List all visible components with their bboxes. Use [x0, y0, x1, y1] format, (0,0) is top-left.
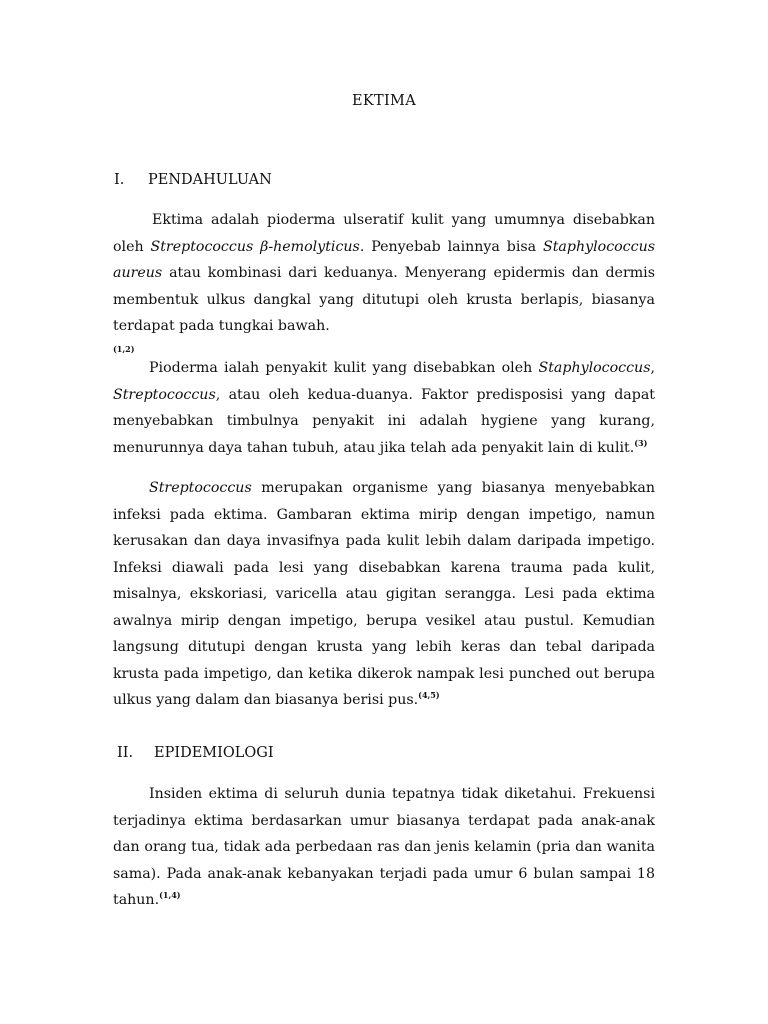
paragraph-text: , atau oleh kedua-duanya. Faktor predisposisi yang dapat menyebabkan timbulnya penyakit ini adalah hygiene yang kurang, menurunnya daya tahan tubuh, atau jika telah ada penyakit lain di kulit.	[113, 386, 655, 456]
citation-ref: (1,4)	[159, 890, 181, 900]
paragraph-text: Ektima adalah pioderma ulseratif kulit yang umumnya disebabkan oleh	[113, 212, 655, 255]
paragraph-text: ,	[650, 360, 655, 376]
paragraph-1	[113, 207, 655, 356]
section-heading-epidemiologi	[117, 745, 417, 765]
paragraph-2	[113, 355, 655, 461]
organism-name: Streptococcus	[149, 480, 252, 496]
paragraph-text: Pioderma ialah penyakit kulit yang disebabkan oleh	[149, 360, 533, 376]
paragraph-text: atau kombinasi dari keduanya. Menyerang epidermis dan dermis membentuk ulkus dangkal yang ditutupi oleh krusta berlapis, biasanya terdapat pada tungkai bawah.	[113, 265, 655, 334]
section-heading-pendahuluan	[114, 172, 414, 192]
citation-ref: (1,2)	[113, 343, 135, 354]
organism-name: Staphylococcus	[538, 360, 651, 376]
section-number: I.	[114, 172, 125, 188]
citation-ref: (4,5)	[418, 690, 440, 700]
citation-ref: (3)	[634, 437, 648, 448]
paragraph-3	[113, 475, 655, 714]
organism-name: Streptococcus β-hemolyticus	[150, 238, 360, 255]
paragraph-text: . Penyebab lainnya bisa	[359, 238, 537, 255]
document-title: EKTIMA	[352, 93, 416, 109]
section-title: EPIDEMIOLOGI	[154, 745, 274, 761]
paragraph-text: Insiden ektima di seluruh dunia tepatnya tidak diketahui. Frekuensi terjadinya ektima berdasarkan umur biasanya terdapat pada anak-anak dan orang tua, tidak ada perbedaan ras dan jenis kelamin (pria dan wanita sama). Pada anak-anak kebanyakan terjadi pada umur 6 bulan sampai 18 tahun.	[113, 786, 655, 908]
section-title: PENDAHULUAN	[148, 172, 272, 188]
organism-name: Staphylococcus aureus	[113, 238, 655, 281]
paragraph-text: merupakan organisme yang biasanya menyebabkan infeksi pada ektima. Gambaran ektima mirip dengan impetigo, namun kerusakan dan daya invasifnya pada kulit lebih dalam daripada impetigo. Infeksi diawali pada lesi yang disebabkan karena trauma pada kulit, misalnya, ekskoriasi, varicella atau gigitan serangga. Lesi pada ektima awalnya mirip dengan impetigo, berupa vesikel atau pustul. Kemudian langsung ditutupi dengan krusta yang lebih keras dan tebal daripada krusta pada impetigo, dan ketika dikerok nampak lesi punched out berupa ulkus yang dalam dan biasanya berisi pus.	[113, 480, 656, 708]
section-number: II.	[117, 745, 134, 761]
paragraph-4	[113, 781, 655, 914]
organism-name: Streptococcus	[113, 386, 216, 403]
